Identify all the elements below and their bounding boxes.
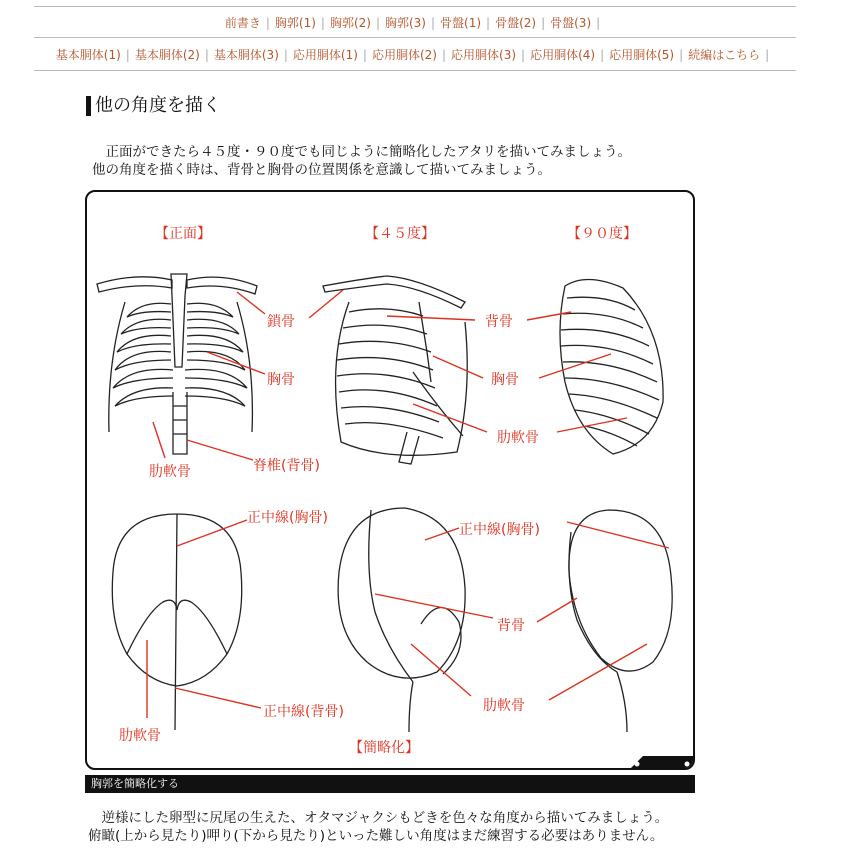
leader-line (413, 404, 487, 432)
nav-link[interactable]: 骨盤(2) (495, 16, 537, 30)
leader-line (187, 440, 253, 460)
nav-link[interactable]: 基本胴体(1) (55, 48, 121, 62)
label-cartilage-simplified: 肋軟骨 (119, 728, 161, 744)
simplified-90-shape (569, 510, 672, 732)
leader-line (567, 522, 669, 548)
nav-separator: | (679, 48, 684, 62)
leader-line (153, 422, 165, 458)
outro-line-2: 俯瞰(上から見たり)呷り(下から見たり)といった難しい角度はまだ練習する必要はありません。 (88, 828, 664, 844)
nav-row-2 (34, 46, 796, 63)
simplified-45-shape (338, 508, 465, 732)
label-cartilage-simplified-45: 肋軟骨 (483, 698, 525, 714)
nav-link[interactable]: 応用胴体(3) (451, 48, 517, 62)
leader-line (375, 594, 493, 618)
label-cartilage-45: 肋軟骨 (497, 430, 539, 446)
nav-separator: | (600, 48, 605, 62)
nav-separator: | (320, 16, 325, 30)
leader-line (175, 688, 261, 708)
leader-line (539, 354, 611, 378)
nav-separator: | (204, 48, 209, 62)
nav-row-1 (34, 14, 796, 31)
corner-dot (635, 762, 640, 767)
nav-separator: | (362, 48, 367, 62)
label-midline-sternum-45: 正中線(胸骨) (459, 522, 540, 538)
leader-line (433, 356, 483, 378)
simplified-front-shape (112, 514, 241, 730)
top-rule (34, 6, 796, 7)
view-title-front: 【正面】 (155, 226, 211, 242)
nav-separator: | (486, 16, 491, 30)
view-title-90: 【９０度】 (567, 226, 637, 242)
label-simplified: 【簡略化】 (349, 740, 419, 756)
nav-link[interactable]: 応用胴体(2) (371, 48, 437, 62)
leader-line (549, 644, 647, 700)
figure-drawing (87, 192, 695, 770)
nav-link[interactable]: 胸郭(1) (274, 16, 316, 30)
label-cartilage: 肋軟骨 (149, 464, 191, 480)
label-backbone-simplified: 背骨 (497, 618, 525, 634)
leader-line (557, 418, 627, 432)
nav-separator: | (430, 16, 436, 30)
section-title: 他の角度を描く (86, 96, 221, 116)
nav-separator: | (596, 16, 601, 30)
label-spine: 脊椎(背骨) (253, 458, 320, 474)
label-midline-sternum: 正中線(胸骨) (247, 510, 328, 526)
label-clavicle: 鎖骨 (267, 314, 295, 330)
nav-link[interactable]: 骨盤(1) (440, 16, 482, 30)
leader-line (309, 290, 343, 318)
leader-line (177, 520, 247, 546)
corner-dot (685, 762, 690, 767)
nav-separator: | (265, 16, 270, 30)
nav-link[interactable]: 続編はこちら (688, 48, 761, 62)
leader-line (237, 292, 265, 314)
leader-line (387, 316, 475, 320)
label-backbone: 背骨 (485, 314, 513, 330)
nav-separator: | (283, 48, 288, 62)
nav-link[interactable]: 基本胴体(2) (134, 48, 200, 62)
outro-line-1: 逆様にした卵型に尻尾の生えた、オタマジャクシもどきを色々な角度から描いてみましょう。 (88, 810, 669, 826)
leader-line (411, 644, 471, 696)
nav-bottom-rule (34, 70, 796, 71)
intro-line-2: 他の角度を描く時は、背骨と胸骨の位置関係を意識して描いてみましょう。 (92, 162, 551, 178)
nav-separator: | (541, 16, 546, 30)
intro-line-1: 正面ができたら４５度・９０度でも同じように簡略化したアタリを描いてみましょう。 (92, 144, 632, 160)
nav-separator: | (375, 16, 380, 30)
view-title-45: 【４５度】 (365, 226, 435, 242)
leader-line (425, 528, 459, 540)
leader-line (537, 598, 577, 622)
nav-link[interactable]: 応用胴体(1) (292, 48, 358, 62)
label-sternum: 胸骨 (267, 372, 295, 388)
front-ribcage-illustration (97, 274, 257, 454)
label-midline-back: 正中線(背骨) (263, 704, 344, 720)
nav-link[interactable]: 胸郭(3) (384, 16, 426, 30)
figure-caption: 胸郭を簡略化する (85, 775, 695, 793)
nav-link[interactable]: 基本胴体(3) (213, 48, 279, 62)
nav-separator: | (441, 48, 447, 62)
nav-link[interactable]: 応用胴体(4) (530, 48, 596, 62)
nav-link[interactable]: 前書き (224, 16, 261, 30)
leader-line (527, 312, 571, 320)
nav-separator: | (521, 48, 526, 62)
ribcage-45-illustration (323, 276, 467, 464)
ribcage-figure (85, 190, 695, 770)
nav-link[interactable]: 骨盤(3) (550, 16, 592, 30)
nav-separator: | (765, 48, 770, 62)
nav-divider (34, 37, 796, 38)
label-sternum-45: 胸骨 (491, 372, 519, 388)
nav-link[interactable]: 応用胴体(5) (609, 48, 675, 62)
nav-separator: | (125, 48, 130, 62)
nav-link[interactable]: 胸郭(2) (329, 16, 371, 30)
